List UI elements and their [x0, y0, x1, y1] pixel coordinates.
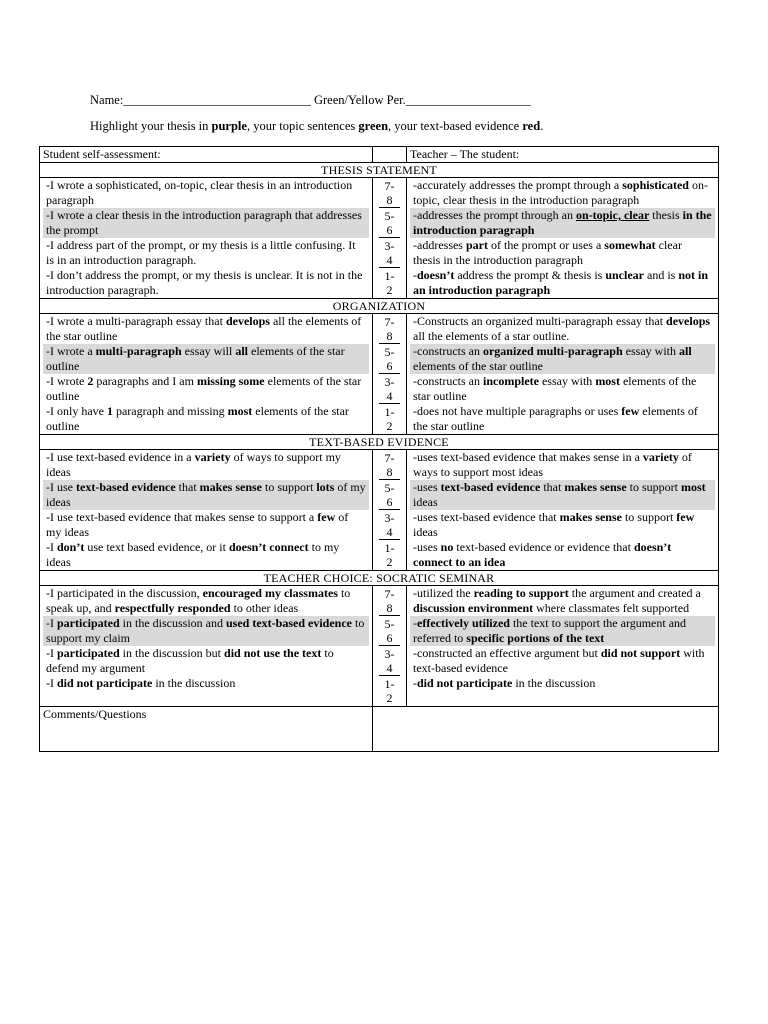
- student-column-header: Student self-assessment:: [40, 147, 373, 163]
- comments-field[interactable]: [373, 707, 719, 752]
- text-run: develops: [225, 314, 270, 328]
- rubric-table: [39, 146, 719, 752]
- thesis-statement-section-title: THESIS STATEMENT: [40, 163, 719, 178]
- text-run: elements of the star outline: [46, 374, 362, 403]
- text-run: doesn’t connect to an idea: [413, 540, 672, 569]
- text-run: in the discussion but: [119, 646, 225, 660]
- student-criterion: [43, 208, 369, 238]
- text-run: elements of the star outline: [413, 374, 697, 403]
- text-run: to support: [262, 480, 317, 494]
- text-based-evidence-criteria-row: [40, 450, 719, 571]
- text-run: red: [522, 119, 541, 133]
- text-run: -utilized the: [413, 586, 474, 600]
- text-run: essay with: [538, 374, 596, 388]
- text-run: ideas: [413, 495, 438, 509]
- text-run: of ways to support most ideas: [413, 450, 692, 479]
- text-run: participated: [57, 616, 120, 630]
- student-criterion: [43, 344, 369, 374]
- text-run: in the introduction paragraph: [413, 208, 712, 237]
- text-run: essay will: [181, 344, 236, 358]
- text-run: few: [676, 510, 695, 524]
- text-run: address the prompt & thesis is: [454, 268, 606, 282]
- text-run: -addresses: [413, 238, 466, 252]
- score-range: [379, 344, 400, 374]
- text-run: that: [175, 480, 200, 494]
- score-range: [379, 178, 400, 208]
- student-criterion: [43, 480, 369, 510]
- score-range-label: 1-2: [379, 541, 400, 569]
- organization-scores: [373, 314, 407, 435]
- score-column-header: [373, 147, 407, 163]
- text-run: makes sense: [564, 480, 627, 494]
- text-run: -I wrote a multi-paragraph essay that: [46, 314, 226, 328]
- student-criterion: [43, 510, 369, 540]
- text-run: -I wrote a clear thesis in the introduction paragraph that addresses the prompt: [46, 208, 362, 237]
- text-run: lots: [316, 480, 335, 494]
- section-header-row: [40, 163, 719, 178]
- text-run: elements of the star outline: [46, 344, 345, 373]
- student-criterion: [43, 268, 369, 298]
- text-run: text-based evidence: [76, 480, 176, 494]
- score-range: [379, 238, 400, 268]
- score-range-label: 7-8: [379, 179, 400, 207]
- text-run: respectfully responded: [114, 601, 231, 615]
- student-criterion: [43, 450, 369, 480]
- thesis-statement-criteria-row: [40, 178, 719, 299]
- section-header-row: [40, 435, 719, 450]
- text-run: don’t: [57, 540, 85, 554]
- text-run: develops: [666, 314, 711, 328]
- teacher-criterion: [410, 450, 715, 480]
- text-run: multi-paragraph: [95, 344, 182, 358]
- thesis-statement-scores: [373, 178, 407, 299]
- student-criterion: [43, 616, 369, 646]
- text-run: 1: [106, 404, 113, 418]
- teacher-criterion: [410, 616, 715, 646]
- score-range-label: 1-2: [379, 677, 400, 705]
- text-run: 2: [87, 374, 94, 388]
- text-run: did not support: [600, 646, 681, 660]
- student-criterion: [43, 540, 369, 570]
- score-range: [379, 374, 400, 404]
- section-header-row: [40, 299, 719, 314]
- text-run: -uses text-based evidence that makes sense in a: [413, 450, 643, 464]
- text-run: elements of the star outline: [46, 404, 349, 433]
- text-run: all: [678, 344, 692, 358]
- socratic-seminar-teacher-criteria: [407, 586, 719, 707]
- text-run: -I: [46, 616, 57, 630]
- text-run: where classmates felt supported: [533, 601, 690, 615]
- text-run: -I participated in the discussion,: [46, 586, 203, 600]
- text-run: on-topic, clear: [575, 208, 650, 222]
- teacher-criterion: [410, 540, 715, 570]
- teacher-criterion: [410, 586, 715, 616]
- text-run: text-based evidence or evidence that: [453, 540, 634, 554]
- text-run: not in an introduction paragraph: [413, 268, 709, 297]
- organization-student-criteria: [40, 314, 373, 435]
- score-range: [379, 676, 400, 706]
- score-range: [379, 404, 400, 434]
- text-run: -I don’t address the prompt, or my thesis is unclear. It is not in the introduction paragraph.: [46, 268, 363, 297]
- teacher-criterion: [410, 314, 715, 344]
- group-label: Green/Yellow Per.: [313, 93, 406, 107]
- text-run: did not participate: [417, 676, 513, 690]
- socratic-seminar-criteria-row: [40, 586, 719, 707]
- text-run: of my ideas: [46, 480, 366, 509]
- student-criterion: [43, 646, 369, 676]
- score-range-label: 7-8: [379, 315, 400, 343]
- organization-teacher-criteria: [407, 314, 719, 435]
- socratic-seminar-section-title: TEACHER CHOICE: SOCRATIC SEMINAR: [40, 571, 719, 586]
- student-criterion: [43, 676, 369, 706]
- text-run: -I use text-based evidence that makes sense to support a: [46, 510, 318, 524]
- score-range: [379, 540, 400, 570]
- text-run: to support: [621, 510, 677, 524]
- text-run: , your topic sentences: [246, 119, 359, 133]
- text-run: makes sense: [199, 480, 262, 494]
- text-run: -constructs an: [413, 374, 483, 388]
- teacher-criterion: [410, 238, 715, 268]
- text-run: used text-based evidence: [226, 616, 352, 630]
- text-run: -accurately addresses the prompt through a: [413, 178, 623, 192]
- student-criterion: [43, 586, 369, 616]
- text-run: no: [440, 540, 454, 554]
- thesis-statement-student-criteria: [40, 178, 373, 299]
- text-run: to defend my argument: [46, 646, 334, 675]
- text-run: -I: [46, 676, 57, 690]
- text-run: , your text-based evidence: [388, 119, 523, 133]
- score-range: [379, 586, 400, 616]
- teacher-criterion: [410, 344, 715, 374]
- text-run: incomplete: [482, 374, 539, 388]
- thesis-statement-teacher-criteria: [407, 178, 719, 299]
- comments-row: [40, 707, 719, 752]
- text-run: few: [317, 510, 336, 524]
- text-run: effectively utilized: [417, 616, 510, 630]
- comments-label: Comments/Questions: [40, 707, 373, 752]
- text-run: -I use: [46, 480, 76, 494]
- text-run: variety: [642, 450, 679, 464]
- text-run: thesis: [649, 208, 683, 222]
- column-header-row: [40, 147, 719, 163]
- text-run: clear thesis in the introduction paragraph: [413, 238, 682, 267]
- text-run: did not participate: [57, 676, 153, 690]
- score-range: [379, 510, 400, 540]
- teacher-criterion: [410, 676, 715, 706]
- teacher-criterion: [410, 374, 715, 404]
- score-range: [379, 208, 400, 238]
- text-based-evidence-student-criteria: [40, 450, 373, 571]
- teacher-column-header: Teacher – The student:: [407, 147, 719, 163]
- text-run: to speak up, and: [46, 586, 351, 615]
- text-run: -: [413, 676, 417, 690]
- name-blank[interactable]: ______________________________: [123, 93, 311, 107]
- text-run: -I only have: [46, 404, 107, 418]
- text-run: -does not have multiple paragraphs or uses: [413, 404, 622, 418]
- text-run: -constructs an: [413, 344, 483, 358]
- text-run: doesn’t connect: [228, 540, 309, 554]
- name-label: Name:: [90, 93, 124, 107]
- text-run: essay with: [622, 344, 679, 358]
- score-range: [379, 314, 400, 344]
- organization-criteria-row: [40, 314, 719, 435]
- score-range: [379, 450, 400, 480]
- score-range-label: 5-6: [379, 617, 400, 645]
- text-run: discussion environment: [413, 601, 534, 615]
- score-range-label: 5-6: [379, 345, 400, 373]
- text-run: did not use the text: [224, 646, 322, 660]
- text-run: makes sense: [559, 510, 622, 524]
- text-run: paragraphs and I am: [93, 374, 197, 388]
- text-run: specific portions of the text: [466, 631, 605, 645]
- text-run: all the elements of the star outline: [46, 314, 362, 343]
- text-run: -uses: [413, 480, 441, 494]
- text-run: organized multi-paragraph: [482, 344, 623, 358]
- text-run: paragraph and missing: [112, 404, 228, 418]
- text-run: elements of the star outline: [413, 404, 698, 433]
- score-range: [379, 616, 400, 646]
- score-range-label: 5-6: [379, 481, 400, 509]
- text-run: all the elements of a star outline.: [413, 329, 570, 343]
- teacher-criterion: [410, 480, 715, 510]
- student-criterion: [43, 374, 369, 404]
- teacher-criterion: [410, 268, 715, 298]
- text-run: in the discussion: [152, 676, 236, 690]
- text-run: to support: [626, 480, 682, 494]
- student-criterion: [43, 404, 369, 434]
- text-run: .: [540, 119, 544, 133]
- text-run: that: [540, 480, 565, 494]
- text-run: most: [595, 374, 620, 388]
- text-run: most: [681, 480, 706, 494]
- text-run: in the discussion and: [119, 616, 226, 630]
- highlight-instructions: [90, 119, 543, 134]
- text-based-evidence-section-title: TEXT-BASED EVIDENCE: [40, 435, 719, 450]
- text-run: -uses: [413, 540, 441, 554]
- text-run: and is: [644, 268, 679, 282]
- text-run: with text-based evidence: [413, 646, 705, 675]
- socratic-seminar-scores: [373, 586, 407, 707]
- text-run: purple: [211, 119, 247, 133]
- teacher-criterion: [410, 510, 715, 540]
- score-range-label: 1-2: [379, 269, 400, 297]
- text-run: sophisticated: [622, 178, 689, 192]
- text-run: in the discussion: [512, 676, 596, 690]
- score-range-label: 1-2: [379, 405, 400, 433]
- student-criterion: [43, 178, 369, 208]
- text-run: -addresses the prompt through an: [413, 208, 576, 222]
- teacher-criterion: [410, 178, 715, 208]
- text-run: reading to support: [473, 586, 569, 600]
- text-run: all: [235, 344, 248, 358]
- text-run: -: [413, 268, 417, 282]
- text-run: -I: [46, 646, 57, 660]
- name-line: [90, 93, 531, 108]
- text-run: participated: [57, 646, 120, 660]
- text-run: part: [465, 238, 488, 252]
- text-run: ideas: [413, 525, 438, 539]
- text-run: somewhat: [604, 238, 656, 252]
- score-range-label: 7-8: [379, 587, 400, 615]
- score-range-label: 3-4: [379, 647, 400, 675]
- student-criterion: [43, 314, 369, 344]
- text-run: -I wrote a: [46, 344, 96, 358]
- organization-section-title: ORGANIZATION: [40, 299, 719, 314]
- text-run: -uses text-based evidence that: [413, 510, 560, 524]
- text-run: encouraged my classmates: [202, 586, 338, 600]
- text-run: to support my claim: [46, 616, 365, 645]
- text-run: the text to support the argument and referred to: [413, 616, 687, 645]
- score-range-label: 3-4: [379, 239, 400, 267]
- text-run: -: [413, 616, 417, 630]
- text-run: of the prompt or uses a: [487, 238, 605, 252]
- text-run: of my ideas: [46, 510, 349, 539]
- teacher-criterion: [410, 208, 715, 238]
- text-run: -I wrote: [46, 374, 88, 388]
- score-range-label: 5-6: [379, 209, 400, 237]
- text-run: use text based evidence, or it: [84, 540, 229, 554]
- teacher-criterion: [410, 404, 715, 434]
- score-range-label: 3-4: [379, 511, 400, 539]
- text-run: few: [621, 404, 640, 418]
- text-run: Highlight your thesis in: [90, 119, 212, 133]
- text-run: -I address part of the prompt, or my thesis is a little confusing. It is in an introduction paragraph.: [46, 238, 356, 267]
- text-run: missing some: [196, 374, 265, 388]
- group-blank[interactable]: ____________________: [405, 93, 531, 107]
- score-range-label: 7-8: [379, 451, 400, 479]
- score-range: [379, 268, 400, 298]
- student-criterion: [43, 238, 369, 268]
- text-run: unclear: [605, 268, 644, 282]
- text-run: of ways to support my ideas: [46, 450, 341, 479]
- text-based-evidence-scores: [373, 450, 407, 571]
- text-run: to other ideas: [230, 601, 299, 615]
- text-run: to my ideas: [46, 540, 340, 569]
- text-run: -I: [46, 540, 57, 554]
- text-based-evidence-teacher-criteria: [407, 450, 719, 571]
- section-header-row: [40, 571, 719, 586]
- socratic-seminar-student-criteria: [40, 586, 373, 707]
- text-run: variety: [194, 450, 231, 464]
- text-run: -Constructs an organized multi-paragraph essay that: [413, 314, 667, 328]
- text-run: -I use text-based evidence in a: [46, 450, 195, 464]
- text-run: on-topic, clear thesis in the introduction paragraph: [413, 178, 708, 207]
- text-run: most: [227, 404, 253, 418]
- text-run: text-based evidence: [440, 480, 541, 494]
- score-range: [379, 646, 400, 676]
- score-range: [379, 480, 400, 510]
- teacher-criterion: [410, 646, 715, 676]
- text-run: green: [358, 119, 389, 133]
- text-run: -I wrote a sophisticated, on-topic, clear thesis in an introduction paragraph: [46, 178, 353, 207]
- score-range-label: 3-4: [379, 375, 400, 403]
- text-run: doesn’t: [417, 268, 455, 282]
- text-run: -constructed an effective argument but: [413, 646, 601, 660]
- text-run: the argument and created a: [568, 586, 701, 600]
- text-run: elements of the star outline: [413, 359, 543, 373]
